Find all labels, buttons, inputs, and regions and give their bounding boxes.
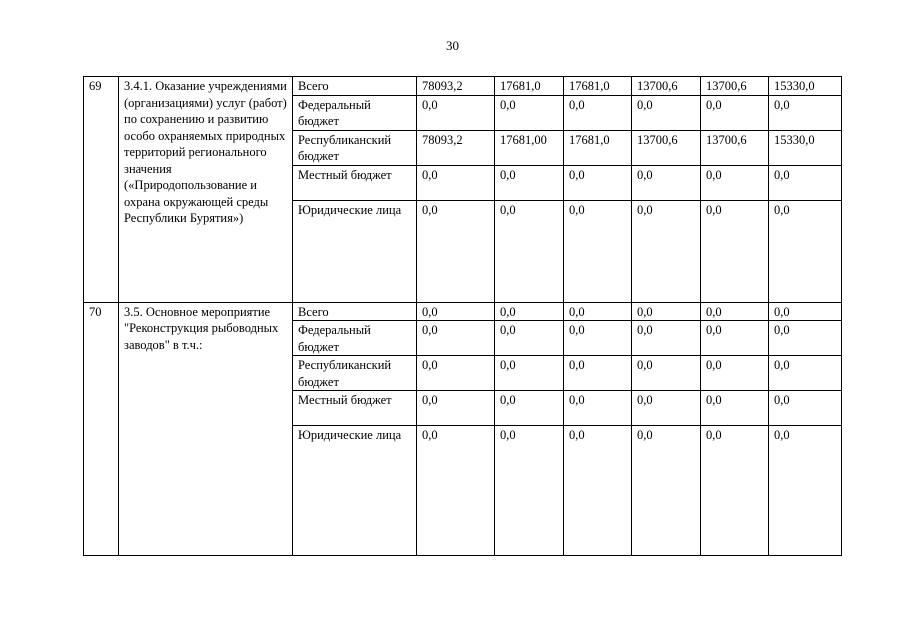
funding-source: Всего: [293, 77, 417, 96]
funding-value: 0,0: [701, 95, 769, 130]
funding-value: 0,0: [769, 391, 842, 426]
row-number: 70: [84, 302, 119, 556]
measure-description: 3.4.1. Оказание учреждениями (организациями) услуг (работ) по сохранению и развитию особо охраняемых природных территорий регионального значения («Природопользование и охрана окружающей среды Республики Бурятия»): [119, 77, 293, 303]
funding-value: 0,0: [632, 391, 701, 426]
page-number: 30: [446, 38, 459, 53]
funding-value: 0,0: [495, 200, 564, 302]
funding-value: 17681,00: [495, 130, 564, 165]
funding-value: 0,0: [701, 391, 769, 426]
funding-source: Юридические лица: [293, 426, 417, 556]
funding-value: 0,0: [564, 200, 632, 302]
funding-value: 0,0: [564, 302, 632, 321]
funding-value: 17681,0: [564, 130, 632, 165]
funding-value: 17681,0: [564, 77, 632, 96]
funding-value: 0,0: [632, 426, 701, 556]
funding-value: 13700,6: [701, 77, 769, 96]
funding-value: 0,0: [564, 165, 632, 200]
funding-value: 0,0: [564, 356, 632, 391]
funding-value: 0,0: [632, 95, 701, 130]
funding-value: 78093,2: [417, 130, 495, 165]
funding-value: 0,0: [495, 356, 564, 391]
funding-value: 0,0: [632, 302, 701, 321]
funding-value: 0,0: [564, 426, 632, 556]
funding-value: 15330,0: [769, 130, 842, 165]
funding-value: 13700,6: [632, 130, 701, 165]
funding-value: 0,0: [632, 356, 701, 391]
table-row: [84, 302, 842, 321]
funding-source: Федеральный бюджет: [293, 95, 417, 130]
funding-value: 15330,0: [769, 77, 842, 96]
funding-value: 0,0: [564, 391, 632, 426]
funding-value: 0,0: [701, 200, 769, 302]
funding-value: 0,0: [632, 165, 701, 200]
funding-value: 0,0: [417, 391, 495, 426]
funding-value: 13700,6: [632, 77, 701, 96]
funding-value: 0,0: [701, 321, 769, 356]
funding-source: Юридические лица: [293, 200, 417, 302]
funding-value: 0,0: [701, 356, 769, 391]
funding-value: 0,0: [769, 321, 842, 356]
funding-value: 78093,2: [417, 77, 495, 96]
funding-value: 0,0: [769, 302, 842, 321]
funding-value: 0,0: [495, 302, 564, 321]
funding-value: 0,0: [495, 95, 564, 130]
funding-value: 0,0: [417, 426, 495, 556]
funding-source: Республиканский бюджет: [293, 130, 417, 165]
funding-value: 0,0: [417, 165, 495, 200]
funding-value: 0,0: [769, 95, 842, 130]
funding-value: 0,0: [769, 165, 842, 200]
funding-source: Федеральный бюджет: [293, 321, 417, 356]
funding-value: 0,0: [564, 95, 632, 130]
funding-value: 17681,0: [495, 77, 564, 96]
funding-value: 0,0: [632, 321, 701, 356]
funding-value: 0,0: [495, 321, 564, 356]
funding-value: 13700,6: [701, 130, 769, 165]
budget-table: [83, 76, 842, 556]
funding-source: Всего: [293, 302, 417, 321]
table-row: [84, 77, 842, 96]
funding-source: Республиканский бюджет: [293, 356, 417, 391]
funding-value: 0,0: [495, 426, 564, 556]
funding-value: 0,0: [769, 200, 842, 302]
funding-value: 0,0: [564, 321, 632, 356]
funding-value: 0,0: [769, 426, 842, 556]
funding-value: 0,0: [769, 356, 842, 391]
funding-value: 0,0: [701, 302, 769, 321]
funding-value: 0,0: [701, 426, 769, 556]
measure-description: 3.5. Основное мероприятие "Реконструкция рыбоводных заводов" в т.ч.:: [119, 302, 293, 556]
funding-value: 0,0: [701, 165, 769, 200]
funding-source: Местный бюджет: [293, 391, 417, 426]
funding-value: 0,0: [417, 321, 495, 356]
funding-value: 0,0: [495, 391, 564, 426]
funding-value: 0,0: [417, 302, 495, 321]
funding-source: Местный бюджет: [293, 165, 417, 200]
funding-value: 0,0: [495, 165, 564, 200]
funding-value: 0,0: [417, 356, 495, 391]
funding-value: 0,0: [417, 95, 495, 130]
funding-value: 0,0: [417, 200, 495, 302]
funding-value: 0,0: [632, 200, 701, 302]
row-number: 69: [84, 77, 119, 303]
